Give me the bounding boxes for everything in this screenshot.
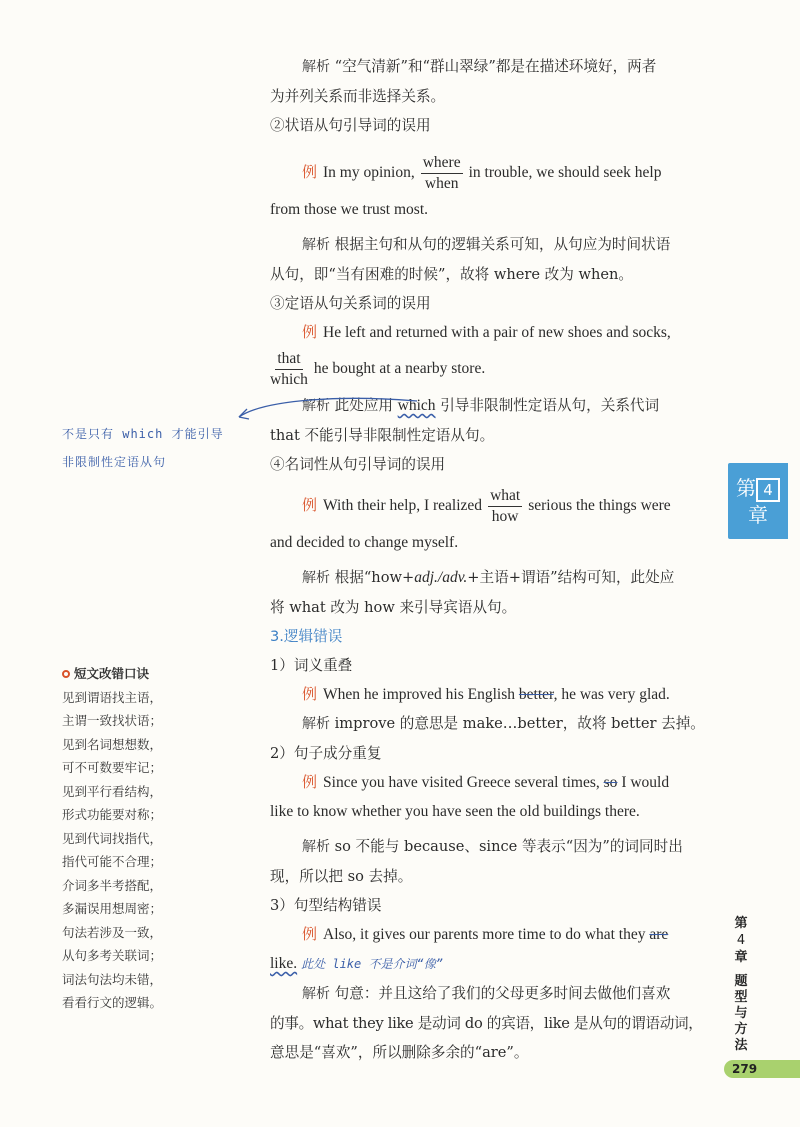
- analysis-paragraph-6: 解析 so 不能与 because、since 等表示“因为”的词同时出: [302, 838, 683, 855]
- tip-line: 主谓一致找状语；: [62, 713, 163, 728]
- analysis-label: 解析: [302, 839, 330, 855]
- example-label: 例: [302, 496, 318, 514]
- struck-word: so: [603, 774, 618, 791]
- analysis-paragraph-4: 解析 根据“how+adj./adv.+主语+谓语”结构可知，此处应: [302, 569, 675, 586]
- analysis-paragraph-5: 解析 improve 的意思是 make…better，故将 better 去掉。: [302, 715, 705, 732]
- tip-line: 可不可数要牢记；: [62, 760, 163, 775]
- example-2: 例 In my opinion, $\frac{\text{where}}{\text{when}}$ in trouble, we should seek help from those we trust most.: [270, 153, 662, 218]
- analysis-label: 解析: [302, 570, 330, 586]
- analysis-paragraph-3: 解析 此处应用 which 引导非限制性定语从句，关系代词: [302, 397, 660, 414]
- subheading-1: 1）词义重叠: [270, 657, 353, 674]
- example-label: 例: [302, 163, 318, 181]
- main-content: 解析 “空气清新”和“群山翠绿”都是在描述环境好，两者 为并列关系而非选择关系。 ②状语从句引导词的误用 例 In my opinion, $\frac{\text{where}}{\text{when}}$ in trouble, we should seek help from those we trust most. 解析 根据主句和从句的逻辑关系可知，从句应为时间状语 从句，即“当有困难的时候”，故将 where 改为 when。 ③定语从句关系词的误用 例 He left and returned with a pair of new shoes and socks, $\frac{\text{that}}{\text{which}}$ he bought at a nearby store. 解析 此处应用 which 引导非限制性定语从句，关系代词 that 不能引导非限制性定语从句。 ④名词性从句引导词的误用 例 With their help, I realized $\frac{\text{what}}{\text{how}}$ serious the things were and decided to change myself. 解析 根据“how+adj./adv.+主语+谓语”结构可知，此处应 将 what 改为 how 来引导宾语从句。 3.逻辑错误 1）词义重叠 例 When he improved his English better, he was very glad. 解析 improve 的意思是 make…better，故将 better 去掉。 2）句子成分重复 例 Since you have visited Greece several times, so I would like to know whether you have seen the old buildings there. 解析 so 不能与 because、since 等表示“因为”的词同时出 现，所以把 so 去掉。 3）句型结构错误 例 Also, it gives our parents more time to do what they are like. 此处 like 不是介词“像” 解析 句意：并且这给了我们的父母更多时间去做他们喜欢 的事。what they like 是动词 do 的宾语，like 是从句的谓语动词， 意思是“喜欢”，所以删除多余的“are”。: [270, 52, 715, 1067]
- handwritten-arrow: [225, 395, 420, 435]
- analysis-label: 解析: [302, 716, 330, 732]
- analysis-paragraph-2: 解析 根据主句和从句的逻辑关系可知，从句应为时间状语: [302, 236, 671, 253]
- example-6: 例 Since you have visited Greece several times, so I would: [302, 773, 670, 791]
- tip-line: 见到名词想想数，: [62, 736, 163, 752]
- example-3: 例 He left and returned with a pair of new shoes and socks, $\frac{\text{that}}{\text{which}}$ he bought at a nearby store.: [270, 323, 671, 388]
- analysis-paragraph-7: 解析 句意：并且这给了我们的父母更多时间去做他们喜欢: [302, 985, 671, 1002]
- tip-line: 见到谓语找主语，: [62, 689, 163, 705]
- subheading-2: 2）句子成分重复: [270, 745, 382, 762]
- subheading-adverbial: ②状语从句引导词的误用: [270, 117, 431, 134]
- analysis-label: 解析: [302, 986, 330, 1002]
- tip-line: 介词多半考搭配，: [62, 877, 163, 893]
- page-number: 279: [724, 1060, 800, 1078]
- sidebar-tip: 短文改错口诀 见到谓语找主语， 主谓一致找状语； 见到名词想想数， 可不可数要牢记； 见到平行看结构， 形式功能要对称； 见到代词找指代， 指代可能不合理； 介词多半考搭配， 多漏误用想周密； 句法若涉及一致， 从句多考关联词； 词法句法均未错， 看看行文的逻辑。: [62, 662, 212, 1015]
- example-5: 例 When he improved his English better, he was very glad.: [302, 685, 670, 703]
- subheading-attributive: ③定语从句关系词的误用: [270, 295, 431, 312]
- tip-line: 句法若涉及一致，: [62, 924, 163, 940]
- handwritten-margin-note: 不是只有 which 才能引导 非限制性定语从句: [62, 427, 224, 469]
- example-label: 例: [302, 925, 318, 943]
- underlined-which: which: [397, 397, 436, 414]
- tip-line: 见到代词找指代，: [62, 830, 163, 846]
- category-heading: 3.逻辑错误: [270, 628, 343, 645]
- side-chapter-label: 第 4 章 题型与方法: [734, 916, 748, 1053]
- handwritten-inline-note: 此处 like 不是介词“像”: [301, 957, 443, 971]
- correction-fraction: $\frac{\text{what}}{\text{how}}$: [490, 486, 521, 525]
- example-label: 例: [302, 685, 318, 703]
- correction-fraction: $\frac{\text{that}}{\text{which}}$: [270, 349, 308, 388]
- struck-word: are: [649, 926, 669, 943]
- correction-fraction: $\frac{\text{where}}{\text{when}}$: [422, 153, 461, 192]
- analysis-line: 为并列关系而非选择关系。: [270, 88, 446, 105]
- struck-word: better: [518, 686, 554, 703]
- example-7: 例 Also, it gives our parents more time to do what they are: [302, 925, 669, 943]
- analysis-paragraph-1: 解析 “空气清新”和“群山翠绿”都是在描述环境好，两者: [302, 58, 657, 75]
- example-label: 例: [302, 773, 318, 791]
- tip-line: 从句多考关联词；: [62, 948, 163, 963]
- tip-line: 见到平行看结构，: [62, 783, 163, 799]
- example-4: 例 With their help, I realized $\frac{\text{what}}{\text{how}}$ serious the things were and decided to change myself.: [270, 486, 671, 551]
- tip-line: 词法句法均未错，: [62, 971, 163, 987]
- tip-line: 看看行文的逻辑。: [62, 995, 163, 1010]
- analysis-label: 解析: [302, 237, 330, 253]
- tip-line: 多漏误用想周密；: [62, 901, 163, 916]
- chapter-tab: 第 4 章: [728, 463, 788, 539]
- bullet-icon: [62, 670, 70, 678]
- subheading-3: 3）句型结构错误: [270, 897, 382, 914]
- tip-line: 指代可能不合理；: [62, 854, 163, 869]
- example-label: 例: [302, 323, 318, 341]
- underlined-like: like.: [270, 955, 298, 972]
- tip-line: 形式功能要对称；: [62, 807, 163, 822]
- subheading-nominal: ④名词性从句引导词的误用: [270, 456, 446, 473]
- analysis-label: 解析: [302, 59, 330, 75]
- analysis-label: 解析: [302, 398, 330, 414]
